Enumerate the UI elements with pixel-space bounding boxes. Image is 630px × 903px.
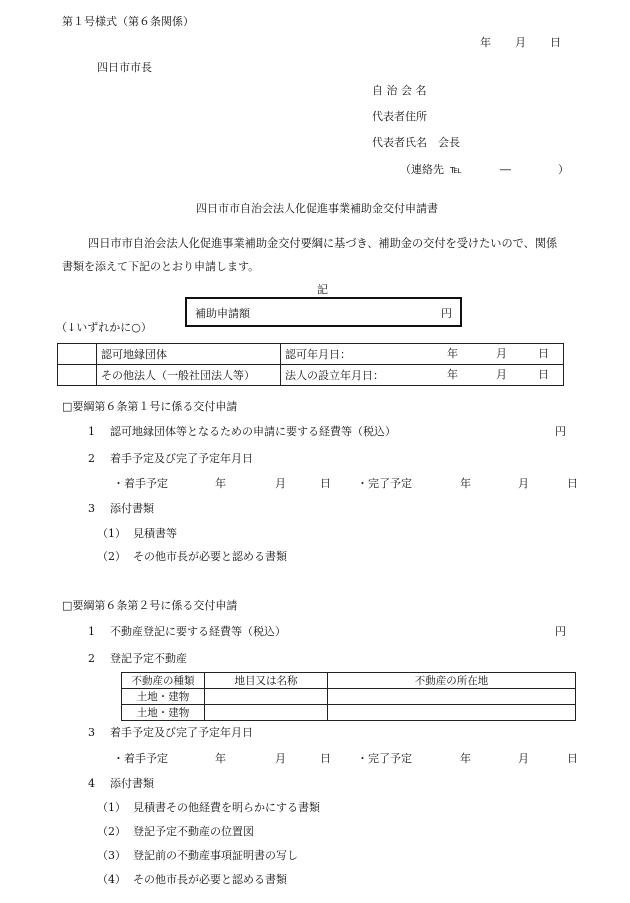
prop-header-type: 不動産の種類 (122, 673, 205, 689)
date-cell: 認可年月日： 年 月 日 (281, 344, 564, 365)
s2-item4: 添付書類 (110, 777, 154, 790)
tel-symbol: ℡ (450, 163, 462, 176)
s1-item1-unit: 円 (555, 425, 566, 438)
prop-type: 土地・建物 (122, 689, 205, 705)
choose-note: （↓いずれかに○） (56, 321, 152, 334)
rep-name-label: 代表者氏名 会長 (372, 136, 460, 149)
contact-close: ） (558, 163, 569, 176)
s1-doc1-num: （1） (97, 527, 126, 540)
s2-item3-num: 3 (88, 726, 95, 739)
date-day: 日 (550, 36, 561, 49)
prop-header-location: 不動産の所在地 (328, 673, 576, 689)
s2-item1-unit: 円 (555, 625, 566, 638)
s1-end-label: ・完了予定 (357, 477, 412, 490)
s1-start-year: 年 (215, 477, 226, 490)
s2-start-day: 日 (320, 752, 331, 765)
property-table (121, 672, 576, 721)
s1-end-month: 月 (518, 477, 529, 490)
rep-address-label: 代表者住所 (372, 110, 427, 123)
section2-heading: □要綱第６条第２号に係る交付申請 (62, 599, 238, 612)
s2-item4-num: 4 (88, 777, 95, 790)
s2-doc1-num: （1） (97, 801, 126, 814)
amount-label: 補助申請額 (195, 307, 250, 320)
table-row (122, 705, 576, 721)
prop-header-name: 地目又は名称 (205, 673, 328, 689)
s1-start-day: 日 (320, 477, 331, 490)
assoc-name-label: 自 治 会 名 (372, 84, 427, 97)
table-row (122, 673, 576, 689)
s2-doc4-num: （4） (97, 873, 126, 886)
select-cell[interactable] (58, 365, 97, 386)
s1-item2: 着手予定及び完了予定年月日 (110, 452, 253, 465)
prop-type: 土地・建物 (122, 705, 205, 721)
s2-item1-num: 1 (88, 625, 95, 638)
s1-item3: 添付書類 (110, 502, 154, 515)
table-row (122, 689, 576, 705)
contact-open: （連絡先 (400, 163, 444, 176)
prop-location-cell[interactable] (328, 705, 576, 721)
s2-item2: 登記予定不動産 (110, 652, 187, 665)
date-year: 年 (480, 36, 491, 49)
form-number: 第１号様式（第６条関係） (62, 15, 194, 28)
amount-box (185, 297, 462, 327)
s1-doc1: 見積書等 (133, 527, 177, 540)
addressee: 四日市市長 (97, 61, 152, 74)
page-title: 四日市市自治会法人化促進事業補助金交付申請書 (196, 202, 438, 215)
ki-mark: 記 (317, 283, 328, 296)
date-month: 月 (515, 36, 526, 49)
s1-doc2-num: （2） (97, 550, 126, 563)
s1-item2-num: 2 (88, 452, 95, 465)
s1-end-year: 年 (460, 477, 471, 490)
s1-start-label: ・着手予定 (113, 477, 168, 490)
section1-heading: □要綱第６条第１号に係る交付申請 (62, 400, 238, 413)
s2-start-year: 年 (215, 752, 226, 765)
s2-doc2-num: （2） (97, 825, 126, 838)
s2-doc1: 見積書その他経費を明らかにする書類 (133, 801, 320, 814)
s2-doc4: その他市長が必要と認める書類 (133, 873, 287, 886)
prop-name-cell[interactable] (205, 689, 328, 705)
s2-item1: 不動産登記に要する経費等（税込） (110, 625, 286, 638)
prop-location-cell[interactable] (328, 689, 576, 705)
s1-item1: 認可地縁団体等となるための申請に要する経費等（税込） (110, 425, 396, 438)
s2-end-label: ・完了予定 (357, 752, 412, 765)
s1-end-day: 日 (567, 477, 578, 490)
table-row (58, 344, 564, 365)
amount-unit: 円 (441, 307, 452, 320)
s2-doc3: 登記前の不動産事項証明書の写し (133, 849, 298, 862)
org-type: 認可地縁団体 (97, 344, 281, 365)
s1-start-month: 月 (275, 477, 286, 490)
s2-item2-num: 2 (88, 652, 95, 665)
s1-item3-num: 3 (88, 502, 95, 515)
s2-end-year: 年 (460, 752, 471, 765)
prop-name-cell[interactable] (205, 705, 328, 721)
s1-doc2: その他市長が必要と認める書類 (133, 550, 287, 563)
intro-line-1: 四日市市自治会法人化促進事業補助金交付要綱に基づき、補助金の交付を受けたいので、関係 (88, 237, 558, 250)
s2-item3: 着手予定及び完了予定年月日 (110, 726, 253, 739)
s1-item1-num: 1 (88, 425, 95, 438)
s2-end-day: 日 (567, 752, 578, 765)
org-type: その他法人（一般社団法人等） (97, 365, 281, 386)
s2-start-label: ・着手予定 (113, 752, 168, 765)
org-type-table (57, 343, 564, 386)
intro-line-2: 書類を添えて下記のとおり申請します。 (62, 260, 260, 273)
select-cell[interactable] (58, 344, 97, 365)
contact-dash: ― (500, 163, 511, 176)
s2-doc3-num: （3） (97, 849, 126, 862)
s2-end-month: 月 (518, 752, 529, 765)
date-cell: 法人の設立年月日： 年 月 日 (281, 365, 564, 386)
s2-doc2: 登記予定不動産の位置図 (133, 825, 254, 838)
table-row (58, 365, 564, 386)
s2-start-month: 月 (275, 752, 286, 765)
